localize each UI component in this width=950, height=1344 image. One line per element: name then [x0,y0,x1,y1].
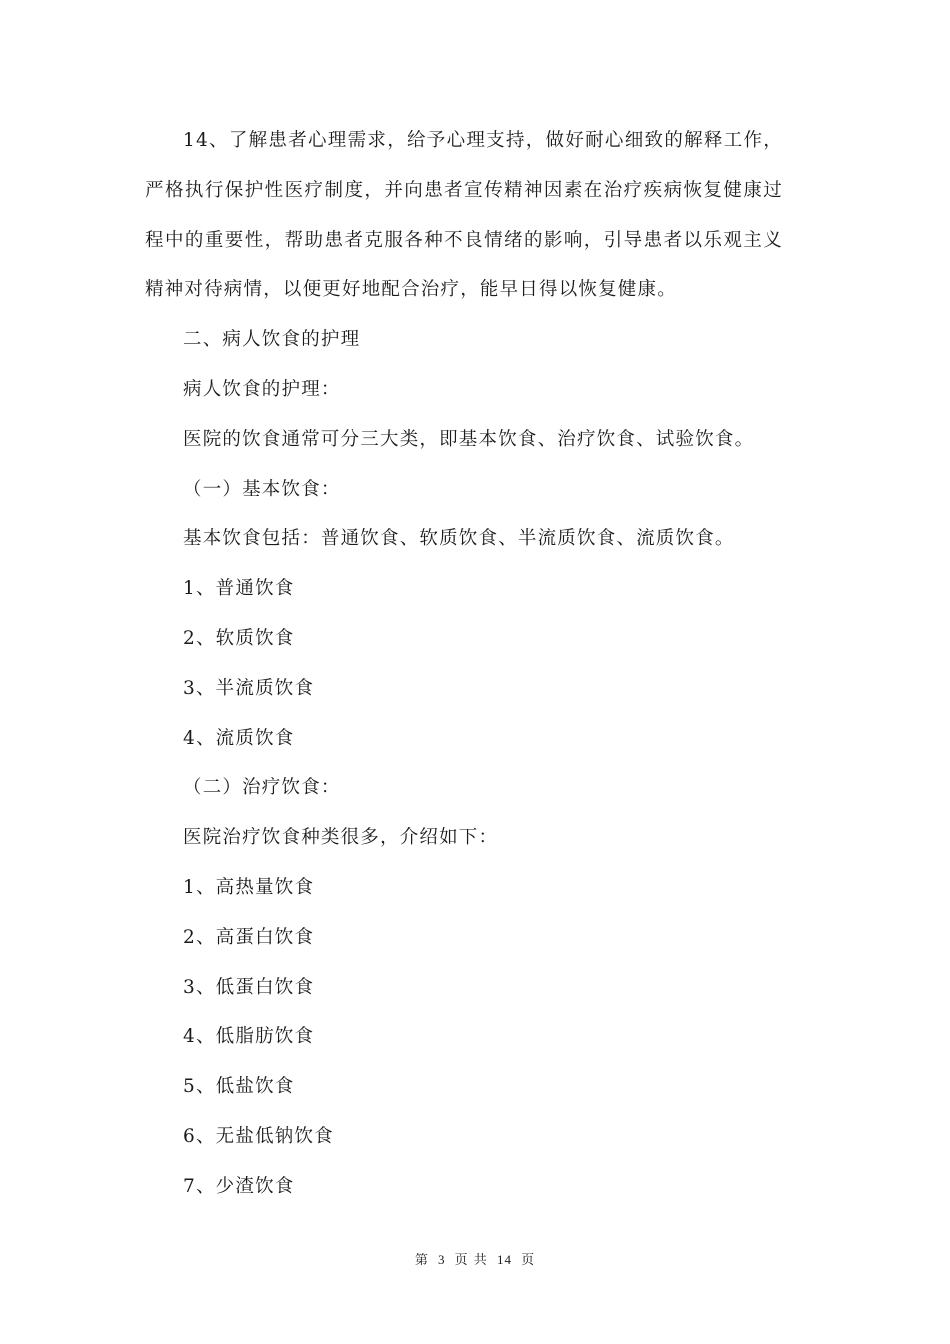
list-item-therapeutic-4: 4、低脂肪饮食 [183,1026,315,1048]
list-item-therapeutic-7: 7、少渣饮食 [183,1175,295,1197]
footer-total-pages: 14 [496,1252,512,1267]
paragraph-basic-diet-includes: 基本饮食包括：普通饮食、软质饮食、半流质饮食、流质饮食。 [183,528,735,550]
document-body [145,116,783,1212]
list-item-basic-4: 4、流质饮食 [183,727,295,749]
paragraph-diet-care-label: 病人饮食的护理： [183,378,341,400]
list-item-basic-3: 3、半流质饮食 [183,677,315,699]
footer-middle: 页 共 [454,1253,488,1268]
page-footer [0,1249,950,1268]
section-heading-diet-care: 二、病人饮食的护理 [183,329,361,351]
subheading-basic-diet: （一）基本饮食： [183,478,341,500]
paragraph-diet-categories: 医院的饮食通常可分三大类，即基本饮食、治疗饮食、试验饮食。 [183,428,755,450]
list-item-basic-2: 2、软质饮食 [183,627,295,649]
paragraph-item-14: 14、了解患者心理需求，给予心理支持，做好耐心细致的解释工作，严格执行保护性医疗制度，并向患者宣传精神因素在治疗疾病恢复健康过程中的重要性，帮助患者克服各种不良情绪的影响，引导患者以乐观主义精神对待病情，以便更好地配合治疗，能早日得以恢复健康。 [145,130,783,301]
list-item-therapeutic-1: 1、高热量饮食 [183,876,315,898]
paragraph-therapeutic-intro: 医院治疗饮食种类很多，介绍如下： [183,827,499,849]
list-item-therapeutic-2: 2、高蛋白饮食 [183,926,315,948]
footer-current-page: 3 [438,1252,446,1267]
list-item-therapeutic-6: 6、无盐低钠饮食 [183,1125,334,1147]
footer-suffix: 页 [521,1253,536,1268]
list-item-therapeutic-3: 3、低蛋白饮食 [183,976,315,998]
list-item-basic-1: 1、普通饮食 [183,578,295,600]
list-item-therapeutic-5: 5、低盐饮食 [183,1076,295,1098]
footer-prefix: 第 [414,1253,429,1268]
subheading-therapeutic-diet: （二）治疗饮食： [183,777,341,799]
